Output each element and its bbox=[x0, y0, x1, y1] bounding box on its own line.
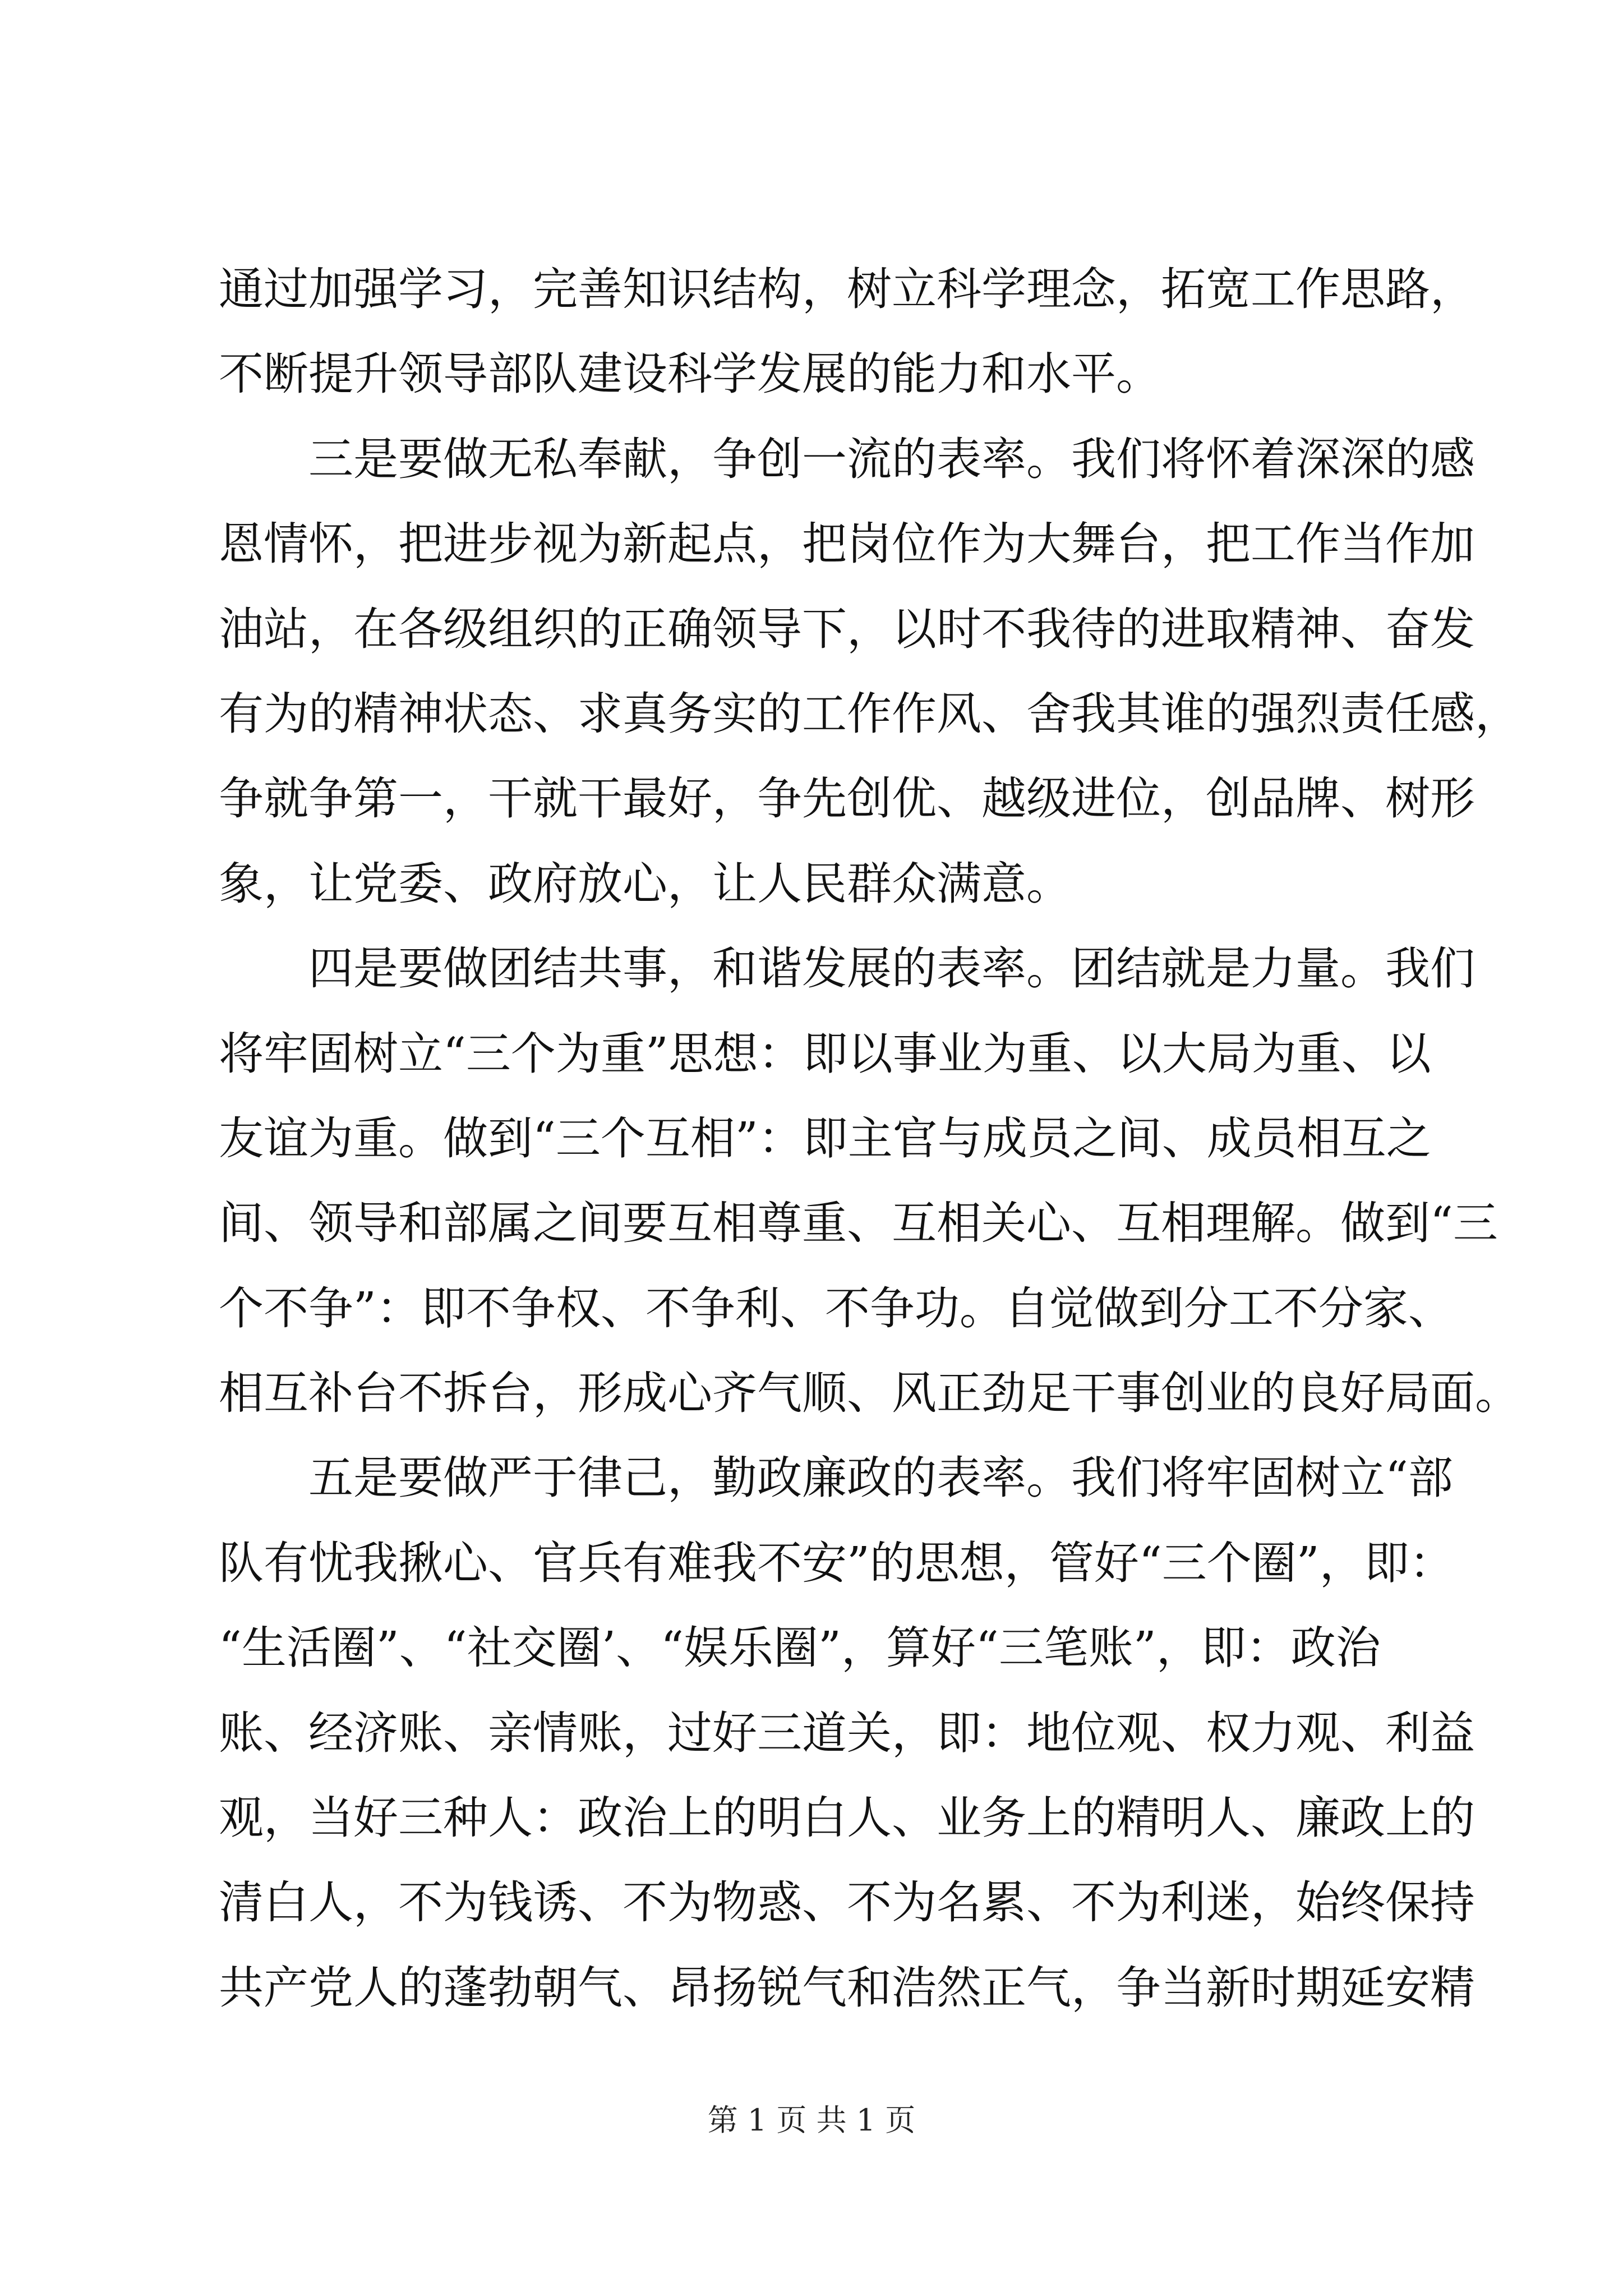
text-line: 相互补台不拆台，形成心齐气顺、风正劲足干事创业的良好局面。 bbox=[219, 1367, 1520, 1420]
text-line: 恩情怀，把进步视为新起点，把岗位作为大舞台，把工作当作加 bbox=[219, 518, 1475, 570]
text-line: 有为的精神状态、求真务实的工作作风、舍我其谁的强烈责任感， bbox=[219, 687, 1520, 740]
text-line: 三是要做无私奉献，争创一流的表率。我们将怀着深深的感 bbox=[219, 432, 1475, 485]
text-line: 五是要做严于律己，勤政廉政的表率。我们将牢固树立“部 bbox=[219, 1452, 1453, 1504]
text-line: 观，当好三种人：政治上的明白人、业务上的精明人、廉政上的 bbox=[219, 1792, 1475, 1844]
text-line: “生活圈”、“社交圈’、“娱乐圈”，算好“三笔账”，即：政治 bbox=[219, 1622, 1381, 1674]
text-line: 通过加强学习，完善知识结构，树立科学理念，拓宽工作思路， bbox=[219, 263, 1475, 315]
text-line: 不断提升领导部队建设科学发展的能力和水平。 bbox=[219, 348, 1161, 401]
text-line: 油站，在各级组织的正确领导下，以时不我待的进取精神、奋发 bbox=[219, 602, 1475, 655]
text-line: 账、经济账、亲情账，过好三道关，即：地位观、权力观、利益 bbox=[219, 1706, 1475, 1759]
text-line: 将牢固树立“三个为重”思想：即以事业为重、以大局为重、以 bbox=[219, 1027, 1431, 1080]
text-line: 友谊为重。做到“三个互相”：即主官与成员之间、成员相互之 bbox=[219, 1112, 1431, 1165]
text-line: 四是要做团结共事，和谐发展的表率。团结就是力量。我们 bbox=[219, 942, 1475, 995]
text-line: 间、领导和部属之间要互相尊重、互相关心、互相理解。做到“三 bbox=[219, 1197, 1498, 1250]
text-line: 争就争第一，干就干最好，争先创优、越级进位，创品牌、树形 bbox=[219, 772, 1475, 825]
text-line: 象，让党委、政府放心，让人民群众满意。 bbox=[219, 857, 1071, 910]
page-number-footer: 第 1 页 共 1 页 bbox=[707, 2102, 916, 2138]
text-line: 队有忧我揪心、官兵有难我不安”的思想，管好“三个圈”，即： bbox=[219, 1536, 1454, 1589]
text-line: 共产党人的蓬勃朝气、昂扬锐气和浩然正气，争当新时期延安精 bbox=[219, 1961, 1475, 2014]
text-line: 清白人，不为钱诱、不为物惑、不为名累、不为利迷，始终保持 bbox=[219, 1876, 1475, 1929]
document-body bbox=[219, 247, 1520, 2030]
text-line: 个不争”：即不争权、不争利、不争功。自觉做到分工不分家、 bbox=[219, 1282, 1453, 1335]
